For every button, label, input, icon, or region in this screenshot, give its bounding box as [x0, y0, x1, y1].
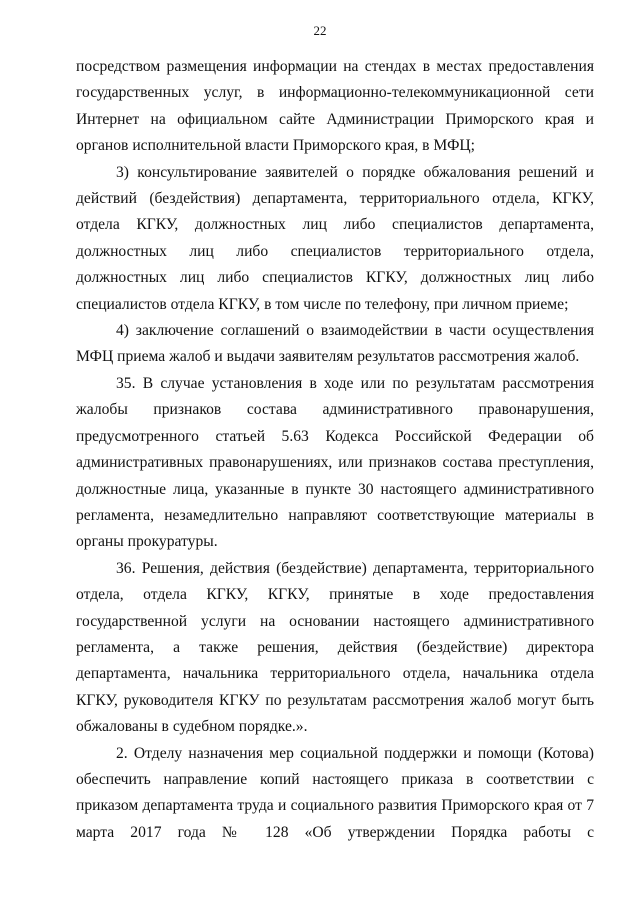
- paragraph-35: 35. В случае установления в ходе или по результатам рассмотрения жалобы признаков состава административного правонарушения, предусмотренного статьей 5.63 Кодекса Российской Федерации об административных правонарушениях, или признаков состава преступления, должностные лица, указанные в пункте 30 настоящего административного регламента, незамедлительно направляют соответствующие материалы в органы прокуратуры.: [76, 374, 594, 551]
- paragraph-item-4: 4) заключение соглашений о взаимодействии в части осуществления МФЦ приема жалоб и выдачи заявителям результатов рассмотрения жалоб.: [76, 322, 594, 366]
- page-number: 22: [313, 23, 327, 38]
- paragraph-36: 36. Решения, действия (бездействие) департамента, территориального отдела, отдела КГКУ, КГКУ, принятые в ходе предоставления государственной услуги на основании настоящего административного регламента, а также решения, действия (бездействие) директора департамента, начальника территориального отдела, начальника отдела КГКУ, руководителя КГКУ по результатам рассмотрения жалоб могут быть обжалованы в судебном порядке.».: [76, 559, 594, 736]
- paragraph-2: 2. Отделу назначения мер социальной поддержки и помощи (Котова) обеспечить направление копий настоящего приказа в соответствии с приказом департамента труда и социального развития Приморского края от 7 марта 2017 года № 128 «Об утверждении Порядка работы с: [76, 744, 594, 841]
- paragraph-item-3: 3) консультирование заявителей о порядке обжалования решений и действий (бездействия) департамента, территориального отдела, КГКУ, отдела КГКУ, должностных лиц либо специалистов департамента, должностных лиц либо специалистов территориального отдела, должностных лиц либо специалистов КГКУ, должностных лиц либо специалистов отдела КГКУ, в том числе по телефону, при личном приеме;: [76, 163, 594, 313]
- document-body: [76, 54, 594, 846]
- paragraph-continuation: посредством размещения информации на стендах в местах предоставления государственных услуг, в информационно-телекоммуникационной сети Интернет на официальном сайте Администрации Приморского края и органов исполнительной власти Приморского края, в МФЦ;: [76, 58, 594, 155]
